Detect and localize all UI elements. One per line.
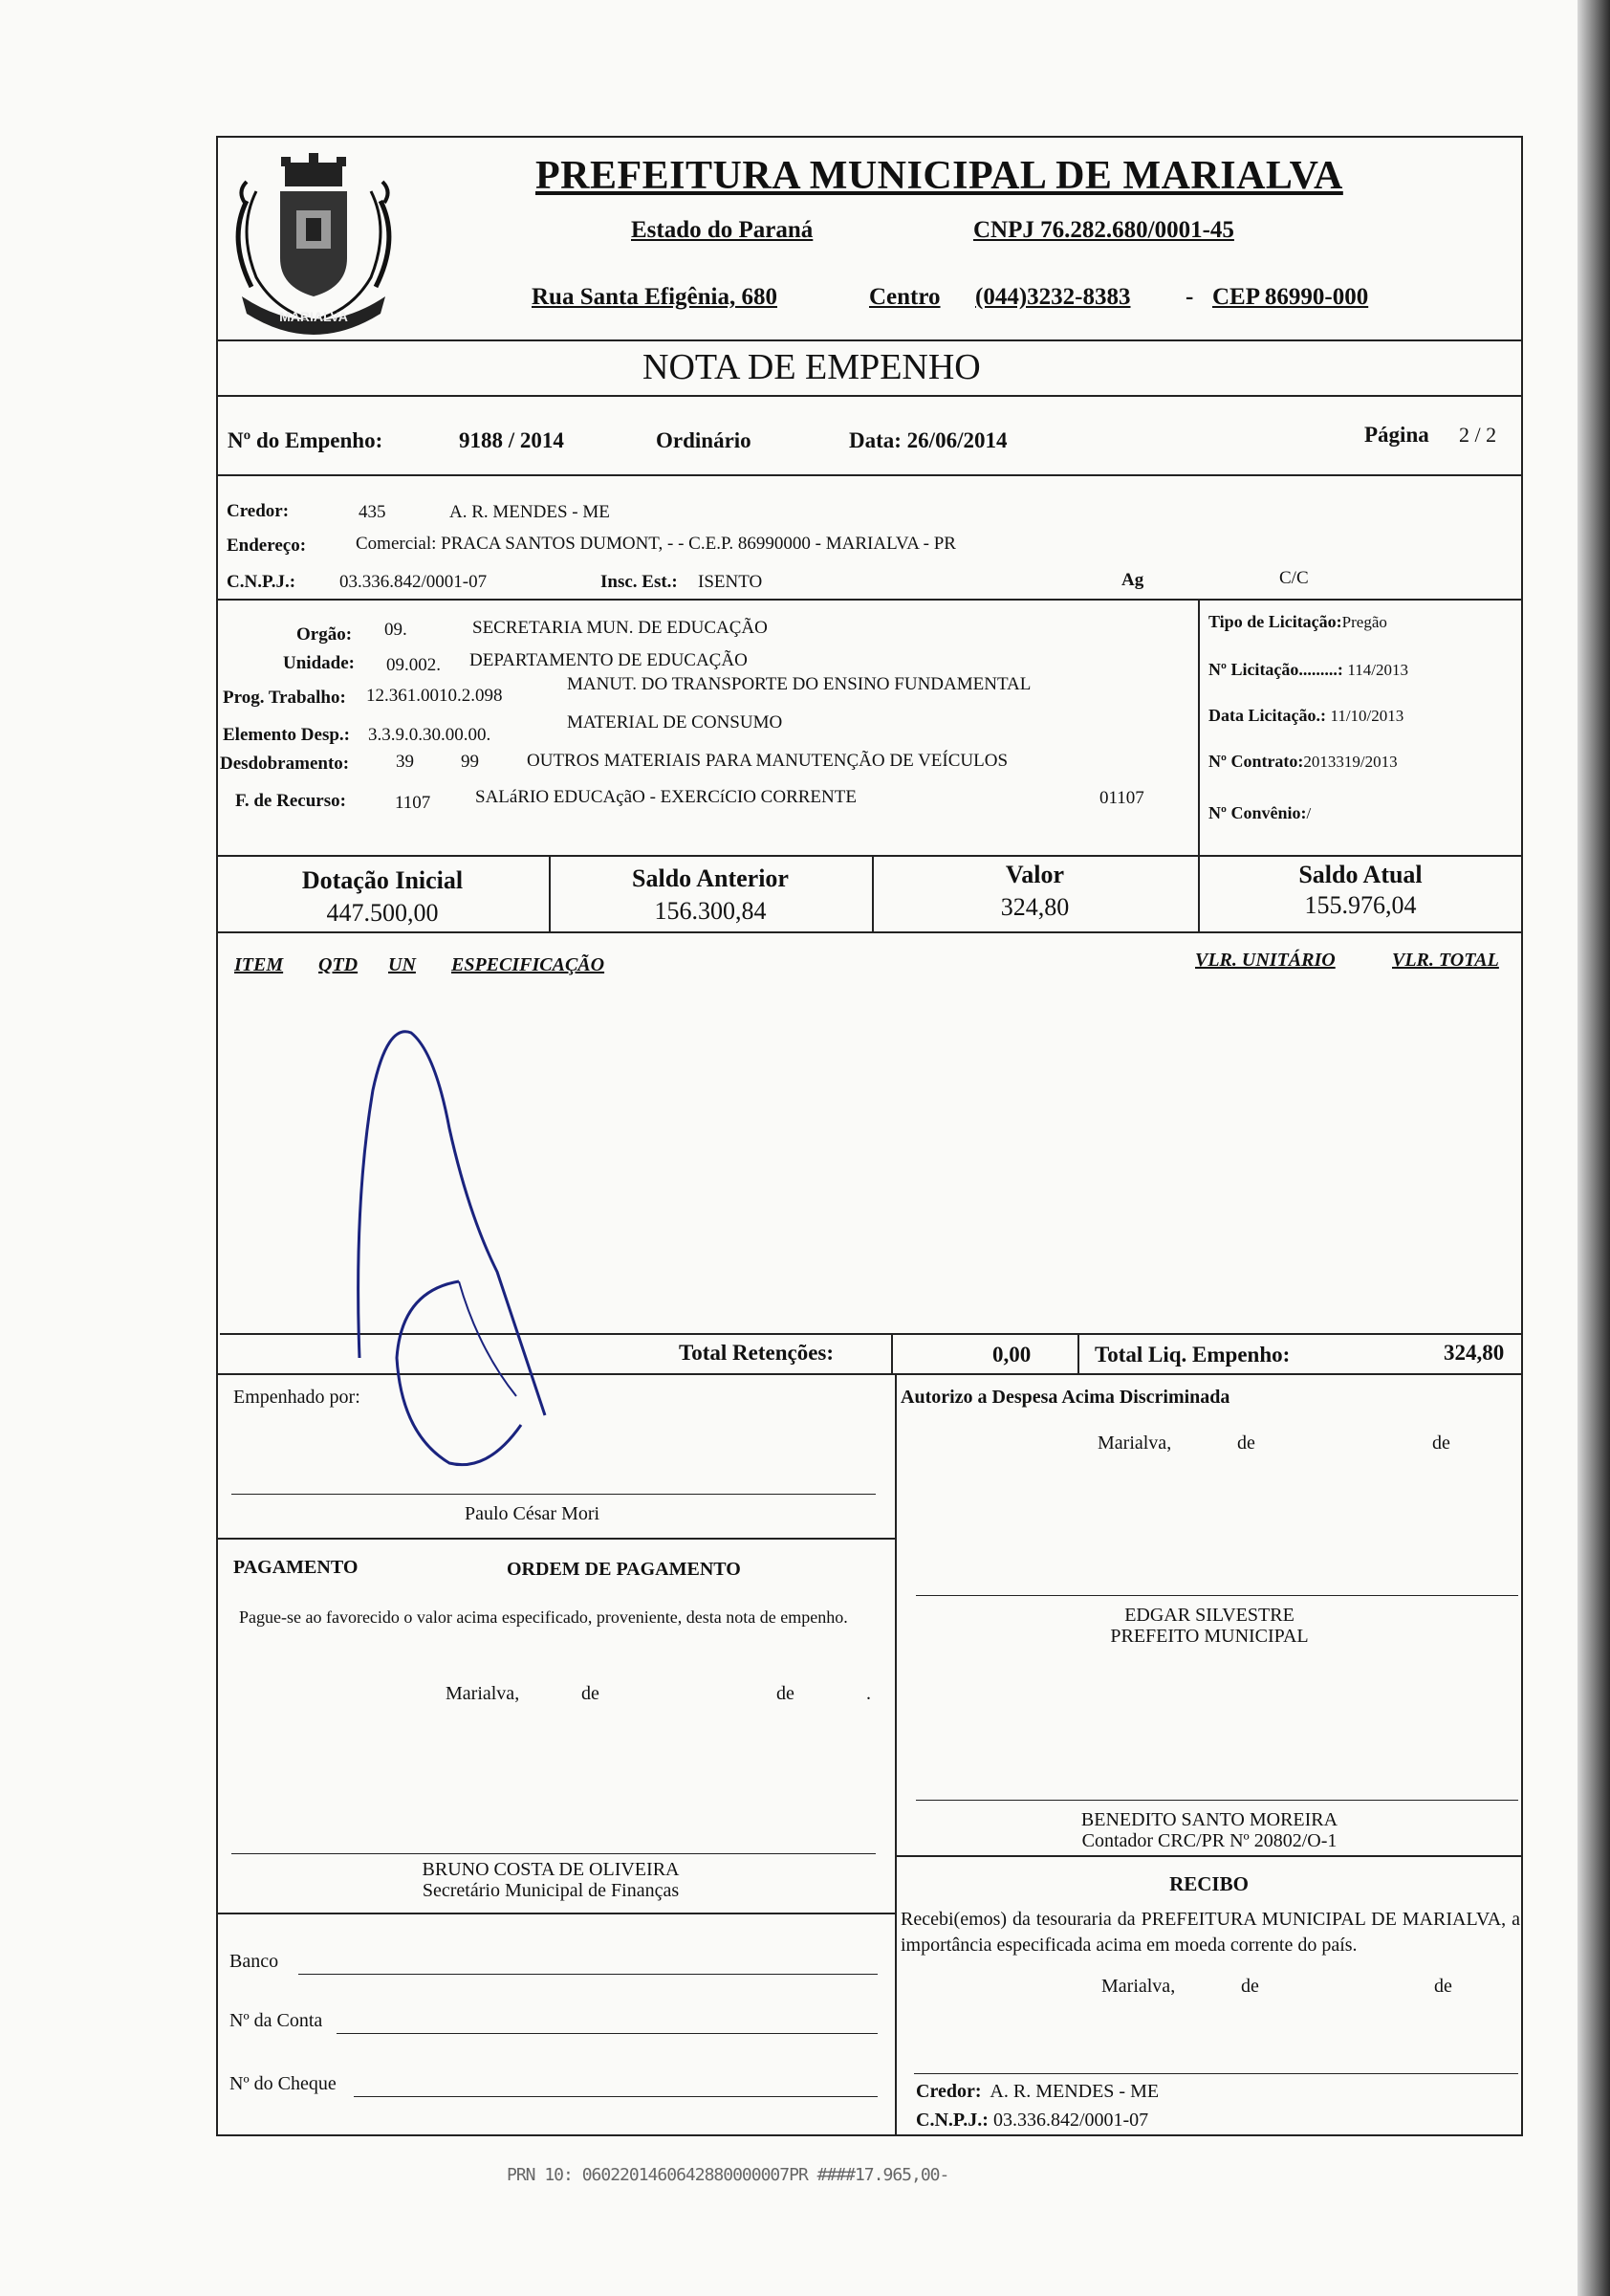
total-retencoes-label: Total Retenções: [679,1341,835,1365]
prog-trabalho-name: MANUT. DO TRANSPORTE DO ENSINO FUNDAMENTAL [567,674,1032,694]
cc-label: C/C [1279,568,1309,588]
contrato-label: Nº Contrato:2013319/2013 [1208,752,1398,771]
header-cnpj: CNPJ 76.282.680/0001-45 [973,217,1234,243]
prefeito-role: PREFEITO MUNICIPAL [1110,1626,1309,1647]
elemento-name: MATERIAL DE CONSUMO [567,712,783,733]
empenho-type: Ordinário [656,428,751,452]
recurso-code2: 01107 [1099,788,1144,808]
saldo-atual-value: 155.976,04 [1304,891,1417,919]
total-liq-value: 324,80 [1444,1341,1505,1365]
col-un: UN [388,954,416,975]
footer-code: PRN 10: 0602201460642880000007PR ####17.965,00- [507,2165,949,2185]
credor-address: Comercial: PRACA SANTOS DUMONT, - - C.E.P. 86990000 - MARIALVA - PR [356,534,956,554]
conta-label: Nº da Conta [229,2010,323,2031]
data-licitacao-label: Data Licitação.: 11/10/2013 [1208,706,1404,725]
col-vlr-total: VLR. TOTAL [1392,950,1499,971]
orgao-name: SECRETARIA MUN. DE EDUCAÇÃO [472,618,768,638]
secretario-role: Secretário Municipal de Finanças [422,1880,680,1901]
elemento-code: 3.3.9.0.30.00.00. [368,725,491,745]
insc-label: Insc. Est.: [600,572,678,592]
ag-label: Ag [1121,570,1144,590]
num-licitacao-label: Nº Licitação.........: 114/2013 [1208,660,1409,679]
secretario-name: BRUNO COSTA DE OLIVEIRA [422,1859,680,1880]
recibo-cnpj: 03.336.842/0001-07 [992,2110,1149,2131]
data-licitacao-value: 11/10/2013 [1330,707,1404,725]
empenhado-name: Paulo César Mori [465,1503,600,1524]
recibo-credor: A. R. MENDES - ME [990,2081,1160,2102]
recibo-title: RECIBO [1169,1872,1249,1895]
num-licitacao-value: 114/2013 [1347,661,1409,679]
recurso-label: F. de Recurso: [235,791,346,811]
orgao-code: 09. [384,620,407,640]
cnpj-label: C.N.P.J.: [227,572,296,592]
empenho-date: Data: 26/06/2014 [849,428,1008,452]
recurso-code: 1107 [395,793,431,813]
saldo-atual-label: Saldo Atual [1298,861,1423,888]
total-retencoes-value: 0,00 [992,1343,1032,1367]
dotacao-inicial-value: 447.500,00 [326,899,439,927]
prog-trabalho-label: Prog. Trabalho: [223,688,346,708]
credor-cnpj: 03.336.842/0001-07 [339,572,488,592]
col-vlr-unitario: VLR. UNITÁRIO [1195,950,1336,971]
state-name: Estado do Paraná [631,217,814,243]
desdobramento-name: OUTROS MATERIAIS PARA MANUTENÇÃO DE VEÍCULOS [527,751,1009,771]
credor-label: Credor: [227,501,290,521]
recibo-text: Recebi(emos) da tesouraria da PREFEITURA MUNICIPAL DE MARIALVA, a importância especificada acima em moeda corrente do país. [901,1909,1520,1956]
page-number: 2 / 2 [1459,423,1497,447]
pagamento-text: Pague-se ao favorecido o valor acima especificado, proveniente, desta nota de empenho. [239,1607,848,1627]
prog-trabalho-code: 12.361.0010.2.098 [366,686,503,706]
banco-label: Banco [229,1951,279,1972]
credor-insc: ISENTO [698,572,763,592]
contador-name: BENEDITO SANTO MOREIRA [1080,1809,1338,1830]
recibo-de2: de [1434,1976,1452,1997]
recibo-city: Marialva, [1101,1976,1176,1997]
col-especificacao: ESPECIFICAÇÃO [451,954,605,975]
district: Centro [869,284,941,310]
street-address: Rua Santa Efigênia, 680 [532,284,777,310]
dotacao-inicial-label: Dotação Inicial [301,866,464,894]
pagamento-city: Marialva, [446,1683,520,1704]
header-separator: - [1186,284,1194,310]
saldo-anterior-label: Saldo Anterior [632,864,789,892]
col-item: ITEM [234,954,284,975]
scan-edge-shadow [1577,0,1610,2296]
svg-text:MARIALVA: MARIALVA [279,309,348,324]
autorizo-city: Marialva, [1098,1432,1172,1454]
empenhado-label: Empenhado por: [233,1387,360,1408]
phone: (044)3232-8383 [975,284,1131,310]
prefeito-name: EDGAR SILVESTRE [1124,1605,1295,1626]
desdobramento-label: Desdobramento: [220,754,350,774]
empenho-number: 9188 / 2014 [459,428,564,452]
autorizo-de2: de [1432,1432,1450,1454]
desdobramento-code2: 99 [461,752,479,772]
valor-label: Valor [1005,861,1065,888]
page-title: PREFEITURA MUNICIPAL DE MARIALVA [535,154,1343,198]
cheque-label: Nº do Cheque [229,2073,337,2094]
convenio-label: Nº Convênio:/ [1208,803,1312,822]
orgao-label: Orgão: [296,624,353,645]
handwritten-signature [344,1014,631,1511]
credor-code: 435 [359,502,386,522]
document-title: NOTA DE EMPENHO [642,347,981,387]
unidade-name: DEPARTAMENTO DE EDUCAÇÃO [469,650,748,670]
address-label: Endereço: [227,536,307,556]
contrato-value: 2013319/2013 [1303,753,1398,771]
autorizo-title: Autorizo a Despesa Acima Discriminada [901,1387,1230,1408]
page-label: Página [1364,423,1429,447]
unidade-label: Unidade: [283,653,355,673]
cep: CEP 86990-000 [1212,284,1369,310]
credor-name: A. R. MENDES - ME [449,502,610,522]
desdobramento-code1: 39 [396,752,414,772]
recibo-de1: de [1241,1976,1259,1997]
total-liq-label: Total Liq. Empenho: [1095,1343,1291,1367]
recurso-name: SALáRIO EDUCAçãO - EXERCíCIO CORRENTE [475,787,857,807]
pagamento-de1: de [581,1683,599,1704]
ordem-pagamento-title: ORDEM DE PAGAMENTO [507,1559,741,1580]
municipal-coat-of-arms-icon [218,143,409,344]
pagamento-label: PAGAMENTO [233,1557,359,1578]
unidade-code: 09.002. [386,655,441,675]
tipo-licitacao-value: Pregão [1341,613,1387,631]
pagamento-de2: de [776,1683,794,1704]
empenho-number-label: Nº do Empenho: [228,428,383,452]
tipo-licitacao-label: Tipo de Licitação:Pregão [1208,612,1387,631]
elemento-label: Elemento Desp.: [223,725,350,745]
saldo-anterior-value: 156.300,84 [654,897,767,925]
contador-role: Contador CRC/PR Nº 20802/O-1 [1081,1830,1338,1851]
autorizo-de1: de [1237,1432,1255,1454]
recibo-credor-row: Credor: A. R. MENDES - ME [916,2081,1160,2102]
banco-field[interactable] [298,1974,878,1975]
conta-field[interactable] [337,2033,878,2034]
recibo-cnpj-row: C.N.P.J.: 03.336.842/0001-07 [916,2110,1149,2131]
convenio-value: / [1306,804,1312,822]
col-qtd: QTD [318,954,359,975]
cheque-field[interactable] [354,2096,878,2097]
valor-value: 324,80 [1000,893,1070,921]
pagamento-dot: . [866,1683,871,1704]
